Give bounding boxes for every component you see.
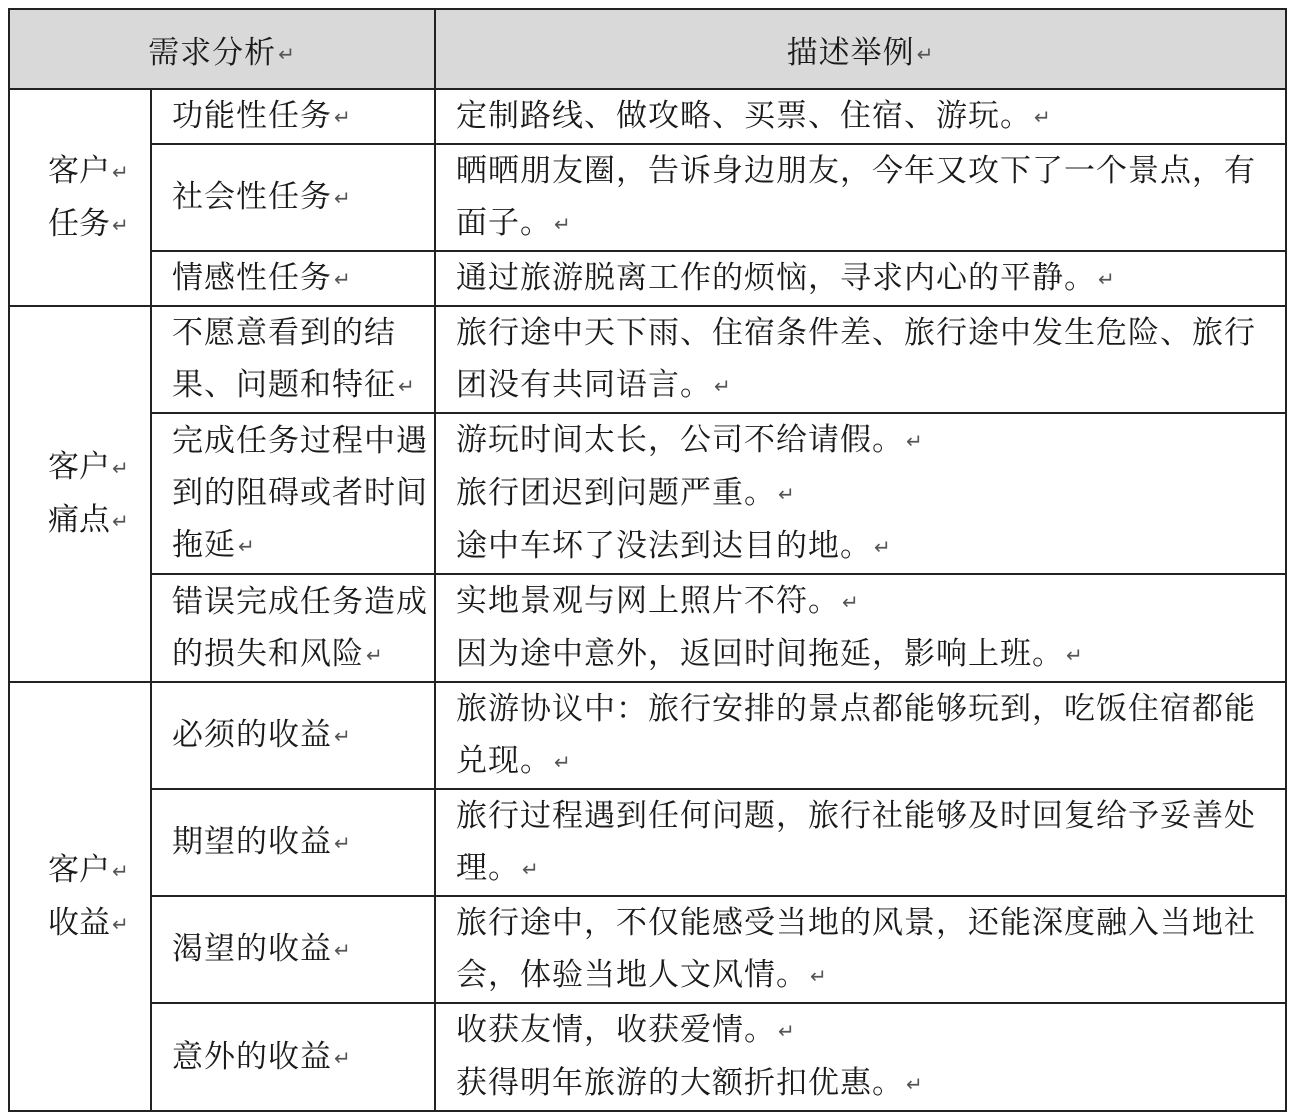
description-cell (435, 413, 1286, 574)
paragraph-mark: ↵ (778, 1019, 796, 1043)
cell-text: 游玩时间太长，公司不给请假。 (456, 422, 905, 458)
cell-text: 旅行团迟到问题严重。 (456, 475, 777, 511)
cell-text: 痛点 (48, 502, 110, 538)
paragraph-mark: ↵ (334, 105, 352, 129)
text-line (172, 252, 428, 305)
header-label: 需求分析 (148, 34, 277, 71)
cell-text: 不愿意看到的结果、问题和特征 (172, 315, 396, 403)
cell-text: 晒晒朋友圈，告诉身边朋友，今年又攻下了一个景点，有面子。 (456, 153, 1257, 241)
paragraph-mark: ↵ (554, 750, 572, 774)
group-label-cell (9, 89, 151, 306)
text-line (456, 575, 1271, 628)
header-description-example (435, 9, 1286, 89)
paragraph-mark: ↵ (554, 212, 572, 236)
table-header-row (9, 9, 1286, 89)
cell-text: 任务 (48, 205, 110, 242)
text-line (456, 628, 1271, 681)
text-line (172, 415, 428, 572)
text-line (172, 307, 428, 412)
text-line (48, 441, 150, 494)
paragraph-mark: ↵ (334, 1045, 352, 1070)
cell-text: 渴望的收益 (172, 931, 332, 967)
paragraph-mark: ↵ (1066, 643, 1084, 667)
requirement-item-cell (151, 144, 435, 251)
group-label-cell (9, 682, 151, 1111)
requirement-item-cell (151, 251, 435, 306)
text-line (48, 897, 150, 950)
text-line (172, 709, 428, 762)
description-cell (435, 682, 1286, 789)
cell-text: 客户 (48, 851, 110, 888)
text-line (48, 844, 150, 897)
requirement-item-cell (151, 306, 435, 413)
requirement-item-cell (151, 896, 435, 1003)
description-cell (435, 1003, 1286, 1111)
cell-text: 期望的收益 (172, 824, 332, 860)
paragraph-mark: ↵ (112, 159, 129, 184)
paragraph-mark: ↵ (906, 429, 924, 453)
description-cell (435, 574, 1286, 682)
text-line (172, 576, 428, 681)
text-line (456, 252, 1271, 305)
text-line (48, 494, 150, 547)
paragraph-mark: ↵ (1098, 267, 1116, 291)
paragraph-mark: ↵ (334, 724, 352, 748)
description-cell (435, 306, 1286, 413)
paragraph-mark: ↵ (112, 911, 129, 936)
requirement-item-cell (151, 89, 435, 144)
cell-text: 定制路线、做攻略、买票、住宿、游玩。 (456, 98, 1033, 134)
paragraph-mark: ↵ (112, 456, 129, 480)
cell-text: 客户 (48, 449, 110, 485)
table-row (9, 574, 1286, 682)
table-row (9, 682, 1286, 789)
text-line (456, 520, 1271, 573)
table-body (9, 89, 1286, 1111)
description-cell (435, 789, 1286, 896)
paragraph-mark: ↵ (334, 938, 352, 962)
paragraph-mark: ↵ (334, 831, 352, 855)
paragraph-mark: ↵ (522, 857, 540, 881)
paragraph-mark: ↵ (714, 374, 732, 398)
paragraph-mark: ↵ (398, 374, 416, 398)
cell-text: 功能性任务 (172, 98, 332, 134)
requirement-item-cell (151, 574, 435, 682)
cell-text: 错误完成任务造成的损失和风险 (172, 583, 428, 672)
table-row (9, 144, 1286, 251)
paragraph-mark: ↵ (916, 41, 935, 66)
cell-text: 客户 (48, 152, 110, 189)
paragraph-mark: ↵ (334, 267, 352, 291)
cell-text: 旅行过程遇到任何问题，旅行社能够及时回复给予妥善处理。 (456, 798, 1257, 886)
text-line (48, 145, 150, 198)
description-cell (435, 251, 1286, 306)
cell-text: 实地景观与网上照片不符。 (456, 583, 841, 619)
paragraph-mark: ↵ (874, 535, 892, 559)
cell-text: 途中车坏了没法到达目的地。 (456, 528, 873, 564)
table-row (9, 89, 1286, 144)
text-line (456, 467, 1271, 520)
table-row (9, 1003, 1286, 1111)
table-row (9, 413, 1286, 574)
paragraph-mark: ↵ (112, 858, 129, 883)
requirements-table (8, 8, 1287, 1112)
text-line (456, 1004, 1271, 1057)
text-line (456, 1057, 1271, 1110)
cell-text: 收获友情，收获爱情。 (456, 1012, 777, 1048)
text-line (172, 171, 428, 224)
cell-text: 必须的收益 (172, 717, 332, 753)
paragraph-mark: ↵ (278, 41, 296, 66)
paragraph-mark: ↵ (842, 590, 860, 614)
text-line (456, 145, 1271, 250)
cell-text: 旅行途中天下雨、住宿条件差、旅行途中发生危险、旅行团没有共同语言。 (456, 315, 1257, 403)
text-line (48, 198, 150, 251)
header-label: 描述举例 (786, 34, 915, 71)
text-line (456, 897, 1271, 1002)
header-requirement-analysis (9, 9, 435, 89)
text-line (456, 90, 1271, 143)
cell-text: 旅游协议中：旅行安排的景点都能够玩到，吃饭住宿都能兑现。 (456, 691, 1257, 779)
requirement-item-cell (151, 1003, 435, 1111)
cell-text: 通过旅游脱离工作的烦恼，寻求内心的平静。 (456, 260, 1097, 296)
table-row (9, 251, 1286, 306)
table-row (9, 306, 1286, 413)
text-line (172, 90, 428, 143)
paragraph-mark: ↵ (366, 642, 384, 667)
description-cell (435, 144, 1286, 251)
cell-text: 获得明年旅游的大额折扣优惠。 (456, 1065, 905, 1101)
requirement-item-cell (151, 682, 435, 789)
text-line (456, 414, 1271, 467)
paragraph-mark: ↵ (778, 482, 796, 506)
cell-text: 旅行途中，不仅能感受当地的风景，还能深度融入当地社会，体验当地人文风情。 (456, 905, 1257, 993)
text-line (172, 923, 428, 976)
document-page (8, 8, 1285, 1101)
cell-text: 完成任务过程中遇到的阻碍或者时间拖延 (172, 423, 428, 563)
description-cell (435, 896, 1286, 1003)
description-cell (435, 89, 1286, 144)
paragraph-mark: ↵ (112, 212, 129, 237)
requirement-item-cell (151, 413, 435, 574)
requirement-item-cell (151, 789, 435, 896)
paragraph-mark: ↵ (1034, 105, 1052, 129)
text-line (456, 307, 1271, 412)
group-label-cell (9, 306, 151, 682)
text-line (172, 816, 428, 869)
text-line (172, 1031, 428, 1084)
paragraph-mark: ↵ (112, 509, 129, 533)
paragraph-mark: ↵ (906, 1072, 924, 1096)
cell-text: 因为途中意外，返回时间拖延，影响上班。 (456, 636, 1065, 672)
paragraph-mark: ↵ (334, 186, 352, 210)
paragraph-mark: ↵ (810, 964, 828, 988)
paragraph-mark: ↵ (238, 534, 256, 558)
table-row (9, 896, 1286, 1003)
text-line (456, 683, 1271, 788)
table-row (9, 789, 1286, 896)
cell-text: 社会性任务 (172, 179, 332, 215)
text-line (456, 790, 1271, 895)
cell-text: 情感性任务 (172, 260, 332, 296)
cell-text: 收益 (48, 904, 110, 941)
cell-text: 意外的收益 (172, 1038, 332, 1075)
